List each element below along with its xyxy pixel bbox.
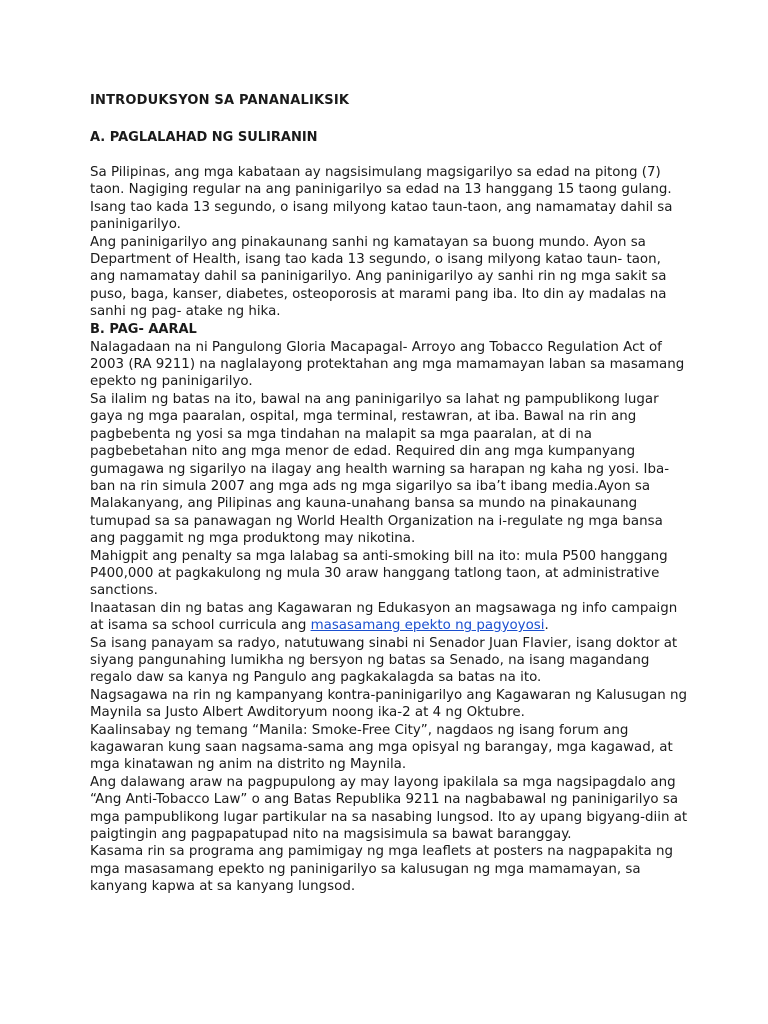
- link-paragraph-after: .: [544, 618, 549, 634]
- section-b-paragraph-2: Sa ilalim ng batas na ito, bawal na ang paninigarilyo sa lahat ng pampublikong lugar gaya ng mga paaralan, ospital, mga terminal, restawran, at iba. Bawal na rin ang pagbebenta ng yosi sa mga tindahan na malapit sa mga paaralan, at di na pagbebetahan nito ang mga menor de edad. Required din ang mga kumpanyang gumagawa ng sigarilyo na ilagay ang health warning sa harapan ng kaha ng yosi. Iba-ban na rin simula 2007 ang mga ads ng mga sigarilyo sa iba’t ibang media.Ayon sa Malakanyang, ang Pilipinas ang kauna-unahang bansa sa mundo na pinakaunang tumupad sa sa panawagan ng World Health Organization na i-regulate ng mga bansa ang paggamit ng mga produktong may nikotina.: [90, 391, 670, 547]
- section-b-paragraph-8: Ang dalawang araw na pagpupulong ay may layong ipakilala sa mga nagsipagdalo ang “Ang Anti-Tobacco Law” o ang Batas Republika 9211 na nagbabawal ng paninigarilyo sa mga pampublikong lugar partikular na sa nasabing lungsod. Ito ay upang bigyang-diin at paigtingin ang pagpapatupad nito na magsisimula sa bawat baranggay.: [90, 774, 688, 843]
- document-page: [90, 92, 690, 896]
- section-a-heading: A. PAGLALAHAD NG SULIRANIN: [90, 130, 318, 145]
- section-b-paragraph-7: Kaalinsabay ng temang “Manila: Smoke-Free City”, nagdaos ng isang forum ang kagawaran kung saan nagsama-sama ang mga opisyal ng barangay, mga kagawad, at mga kinatawan ng anim na distrito ng Maynila.: [90, 722, 673, 773]
- section-b-paragraph-9: Kasama rin sa programa ang pamimigay ng mga leaflets at posters na nagpapakita ng mga masasamang epekto ng paninigarilyo sa kalusugan ng mga mamamayan, sa kanyang kapwa at sa kanyang lungsod.: [90, 844, 673, 895]
- section-b-heading: B. PAG- AARAL: [90, 321, 197, 337]
- section-a-paragraph-1: Sa Pilipinas, ang mga kabataan ay nagsisimulang magsigarilyo sa edad na pitong (7) taon. Nagiging regular na ang paninigarilyo sa edad na 13 hanggang 15 taong gulang. Isang tao kada 13 segundo, o isang milyong katao taun-taon, ang namamatay dahil sa paninigarilyo.: [90, 165, 673, 233]
- masasamang-epekto-link[interactable]: masasamang epekto ng pagyoyosi: [310, 618, 545, 634]
- document-title: INTRODUKSYON SA PANANALIKSIK: [90, 93, 350, 108]
- section-a-paragraph-2: Ang paninigarilyo ang pinakaunang sanhi ng kamatayan sa buong mundo. Ayon sa Department of Health, isang tao kada 13 segundo, o isang milyong katao taun- taon, ang namamatay dahil sa paninigarilyo. Ang paninigarilyo ay sanhi rin ng mga sakit sa puso, baga, kanser, diabetes, osteoporosis at marami pang iba. Ito din ay madalas na sanhi ng pag- atake ng hika.: [90, 234, 667, 320]
- section-b-paragraph-1: Nalagadaan na ni Pangulong Gloria Macapagal- Arroyo ang Tobacco Regulation Act of 2003 (RA 9211) na naglalayong protektahan ang mga mamamayan laban sa masamang epekto ng paninigarilyo.: [90, 339, 685, 390]
- section-b-paragraph-3: Mahigpit ang penalty sa mga lalabag sa anti-smoking bill na ito: mula P500 hanggang P400,000 at pagkakulong ng mula 30 araw hanggang tatlong taon, at administrative sanctions.: [90, 548, 668, 599]
- section-b-paragraph-5: Sa isang panayam sa radyo, natutuwang sinabi ni Senador Juan Flavier, isang doktor at siyang pangunahing lumikha ng bersyon ng batas sa Senado, na isang magandang regalo daw sa kanya ng Pangulo ang pagkakalagda sa batas na ito.: [90, 635, 678, 686]
- section-b-paragraph-link: [90, 600, 690, 635]
- section-b-paragraph-6: Nagsagawa na rin ng kampanyang kontra-paninigarilyo ang Kagawaran ng Kalusugan ng Maynila sa Justo Albert Awditoryum noong ika-2 at 4 ng Oktubre.: [90, 687, 688, 721]
- link-paragraph-before: Inaatasan din ng batas ang Kagawaran ng Edukasyon an magsawaga ng info campaign at isama sa school curricula ang: [90, 600, 678, 634]
